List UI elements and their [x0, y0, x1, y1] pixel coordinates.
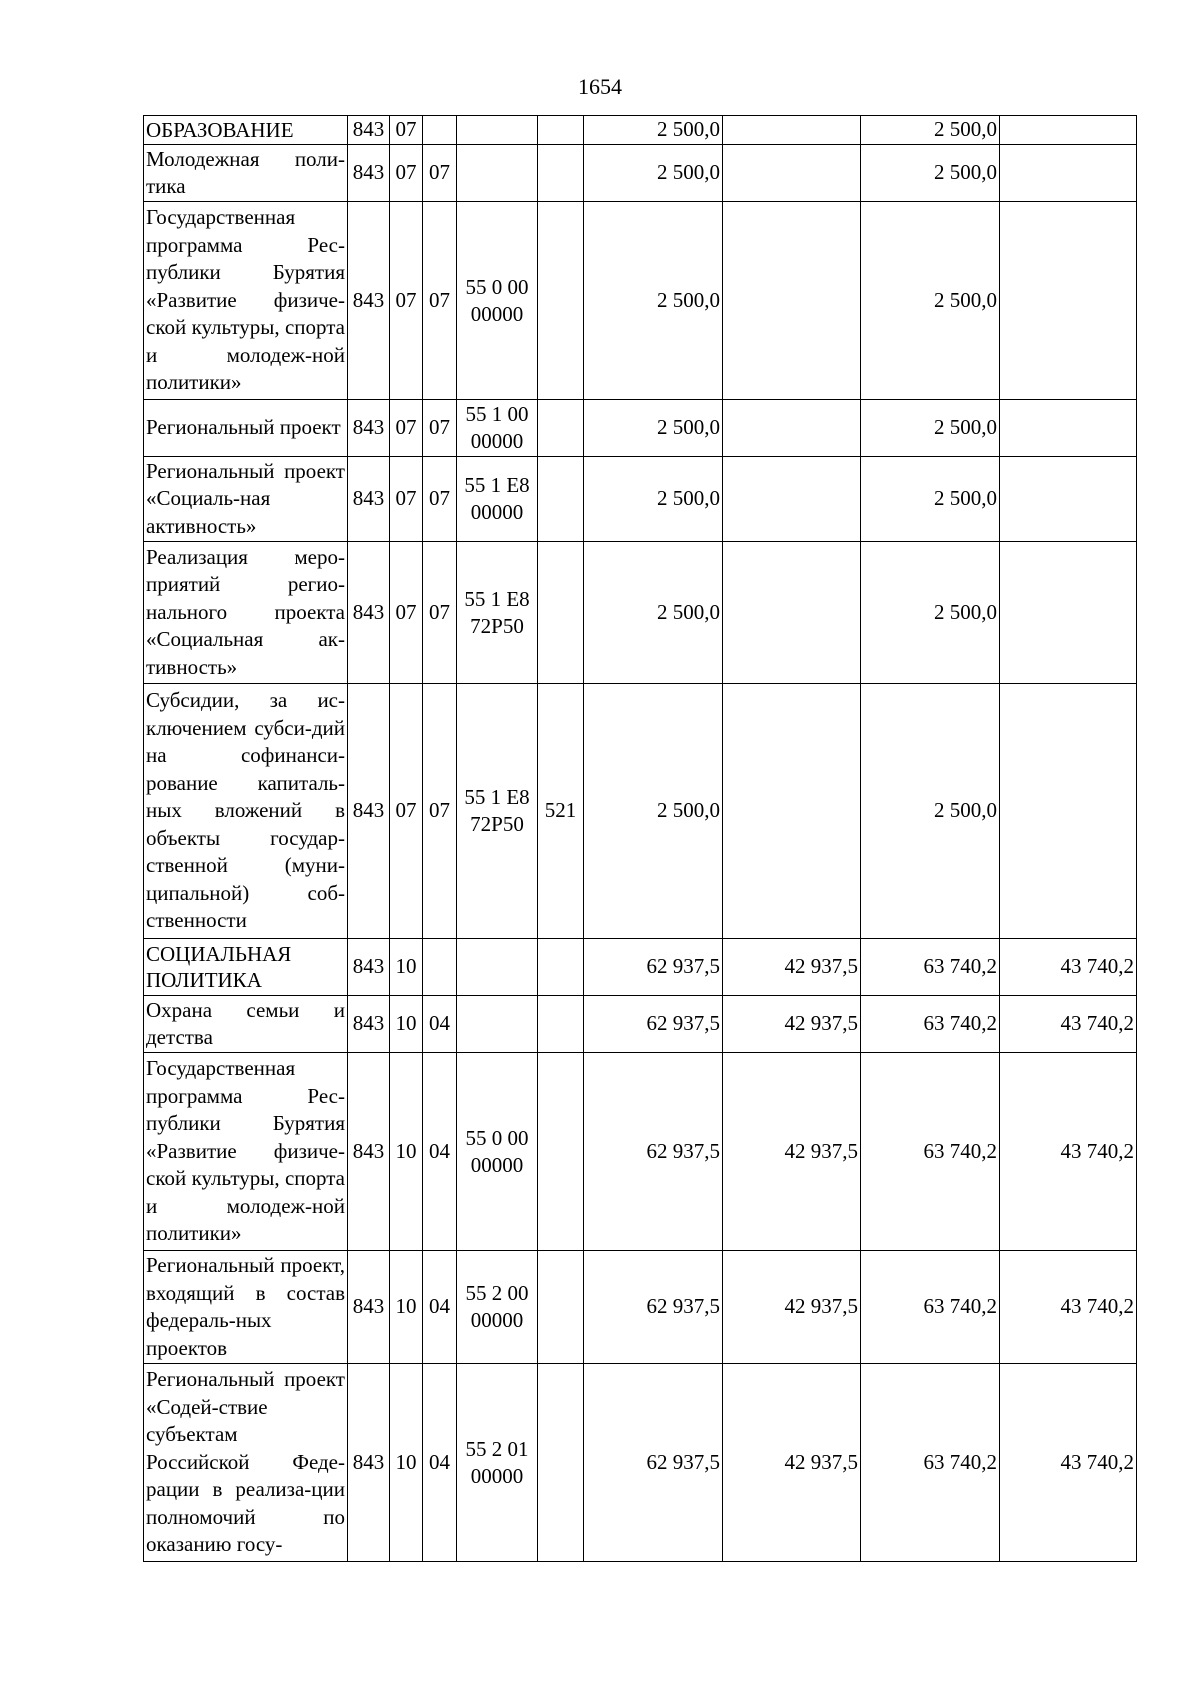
amount-federal-2 [1000, 145, 1137, 202]
amount-total-2: 2 500,0 [861, 202, 1000, 400]
amount-federal-1 [723, 400, 861, 457]
target-article-code: 55 1 E8 00000 [457, 457, 538, 542]
expense-type-code [538, 1251, 584, 1364]
amount-federal-2 [1000, 684, 1137, 939]
expense-type-code [538, 457, 584, 542]
row-name: Охрана семьи и детства [144, 996, 348, 1053]
amount-federal-2: 43 740,2 [1000, 996, 1137, 1053]
target-article-code: 55 2 01 00000 [457, 1364, 538, 1562]
row-name: Реализация меро-приятий регио-нального проекта «Социальная ак-тивность» [144, 542, 348, 684]
target-article-code: 55 1 E8 72Р50 [457, 542, 538, 684]
amount-total-1: 62 937,5 [584, 1053, 723, 1251]
amount-total-2: 2 500,0 [861, 400, 1000, 457]
amount-federal-1 [723, 542, 861, 684]
amount-total-1: 2 500,0 [584, 684, 723, 939]
table-row [144, 145, 1137, 202]
amount-total-2: 63 740,2 [861, 996, 1000, 1053]
amount-federal-1: 42 937,5 [723, 1251, 861, 1364]
subsection-code: 07 [423, 684, 457, 939]
table-row [144, 996, 1137, 1053]
table-row [144, 1364, 1137, 1562]
expense-type-code [538, 542, 584, 684]
subsection-code: 07 [423, 202, 457, 400]
amount-total-1: 2 500,0 [584, 116, 723, 145]
page-number: 1654 [578, 74, 622, 99]
target-article-code [457, 939, 538, 996]
amount-federal-2 [1000, 202, 1137, 400]
table-row [144, 542, 1137, 684]
table-row [144, 116, 1137, 145]
section-code: 10 [390, 1364, 423, 1562]
grbs-code: 843 [348, 400, 390, 457]
amount-total-2: 2 500,0 [861, 684, 1000, 939]
grbs-code: 843 [348, 457, 390, 542]
amount-federal-2: 43 740,2 [1000, 1364, 1137, 1562]
row-name: Региональный проект, входящий в состав федераль-ных проектов [144, 1251, 348, 1364]
subsection-code: 07 [423, 457, 457, 542]
section-code: 10 [390, 939, 423, 996]
row-name: Региональный проект [144, 400, 348, 457]
grbs-code: 843 [348, 684, 390, 939]
grbs-code: 843 [348, 1364, 390, 1562]
amount-total-1: 2 500,0 [584, 202, 723, 400]
amount-total-2: 63 740,2 [861, 939, 1000, 996]
amount-total-2: 63 740,2 [861, 1364, 1000, 1562]
amount-federal-2 [1000, 116, 1137, 145]
table-row [144, 400, 1137, 457]
grbs-code: 843 [348, 116, 390, 145]
table-row [144, 202, 1137, 400]
row-name: ОБРАЗОВАНИЕ [144, 116, 348, 145]
subsection-code: 07 [423, 542, 457, 684]
row-name: Государственная программа Рес-публики Бурятия «Развитие физиче-ской культуры, спорта и молодеж-ной политики» [144, 202, 348, 400]
expense-type-code [538, 145, 584, 202]
grbs-code: 843 [348, 996, 390, 1053]
subsection-code: 07 [423, 145, 457, 202]
subsection-code [423, 939, 457, 996]
grbs-code: 843 [348, 542, 390, 684]
subsection-code: 04 [423, 996, 457, 1053]
row-name: Государственная программа Рес-публики Бурятия «Развитие физиче-ской культуры, спорта и молодеж-ной политики» [144, 1053, 348, 1251]
row-name: Региональный проект «Социаль-ная активность» [144, 457, 348, 542]
amount-total-1: 62 937,5 [584, 1251, 723, 1364]
amount-total-1: 2 500,0 [584, 457, 723, 542]
section-code: 10 [390, 1053, 423, 1251]
amount-total-1: 62 937,5 [584, 939, 723, 996]
amount-total-1: 2 500,0 [584, 400, 723, 457]
amount-federal-1: 42 937,5 [723, 939, 861, 996]
budget-table [143, 115, 1137, 1562]
row-name: Субсидии, за ис-ключением субси-дий на софинанси-рование капиталь-ных вложений в объекты государ-ственной (муни-ципальной) соб-ственности [144, 684, 348, 939]
amount-federal-2 [1000, 457, 1137, 542]
target-article-code [457, 145, 538, 202]
amount-federal-2: 43 740,2 [1000, 1251, 1137, 1364]
section-code: 07 [390, 542, 423, 684]
amount-federal-1 [723, 684, 861, 939]
amount-total-2: 2 500,0 [861, 457, 1000, 542]
amount-federal-2: 43 740,2 [1000, 939, 1137, 996]
amount-federal-1: 42 937,5 [723, 1053, 861, 1251]
target-article-code: 55 2 00 00000 [457, 1251, 538, 1364]
expense-type-code [538, 400, 584, 457]
expense-type-code [538, 996, 584, 1053]
section-code: 07 [390, 116, 423, 145]
amount-federal-1 [723, 145, 861, 202]
amount-total-1: 2 500,0 [584, 542, 723, 684]
subsection-code: 04 [423, 1251, 457, 1364]
section-code: 10 [390, 996, 423, 1053]
table-row [144, 457, 1137, 542]
amount-total-1: 2 500,0 [584, 145, 723, 202]
row-name: Молодежная поли-тика [144, 145, 348, 202]
expense-type-code [538, 116, 584, 145]
amount-total-2: 2 500,0 [861, 145, 1000, 202]
amount-total-2: 63 740,2 [861, 1251, 1000, 1364]
table-row [144, 684, 1137, 939]
row-name: СОЦИАЛЬНАЯ ПОЛИТИКА [144, 939, 348, 996]
amount-federal-2 [1000, 542, 1137, 684]
amount-total-2: 2 500,0 [861, 542, 1000, 684]
grbs-code: 843 [348, 202, 390, 400]
amount-federal-1 [723, 116, 861, 145]
target-article-code [457, 116, 538, 145]
expense-type-code [538, 1053, 584, 1251]
section-code: 10 [390, 1251, 423, 1364]
section-code: 07 [390, 457, 423, 542]
amount-total-1: 62 937,5 [584, 996, 723, 1053]
target-article-code: 55 1 00 00000 [457, 400, 538, 457]
grbs-code: 843 [348, 939, 390, 996]
amount-federal-1 [723, 457, 861, 542]
row-name: Региональный проект «Содей-ствие субъектам Российской Феде-рации в реализа-ции полномочий по оказанию госу- [144, 1364, 348, 1562]
amount-federal-1: 42 937,5 [723, 1364, 861, 1562]
table-row [144, 939, 1137, 996]
amount-federal-2: 43 740,2 [1000, 1053, 1137, 1251]
grbs-code: 843 [348, 145, 390, 202]
expense-type-code [538, 939, 584, 996]
subsection-code: 04 [423, 1364, 457, 1562]
subsection-code: 07 [423, 400, 457, 457]
subsection-code: 04 [423, 1053, 457, 1251]
expense-type-code [538, 202, 584, 400]
section-code: 07 [390, 145, 423, 202]
table-row [144, 1251, 1137, 1364]
amount-federal-1 [723, 202, 861, 400]
target-article-code: 55 1 E8 72Р50 [457, 684, 538, 939]
expense-type-code [538, 1364, 584, 1562]
target-article-code: 55 0 00 00000 [457, 1053, 538, 1251]
amount-federal-1: 42 937,5 [723, 996, 861, 1053]
grbs-code: 843 [348, 1251, 390, 1364]
expense-type-code: 521 [538, 684, 584, 939]
table-row [144, 1053, 1137, 1251]
amount-total-2: 2 500,0 [861, 116, 1000, 145]
section-code: 07 [390, 400, 423, 457]
section-code: 07 [390, 202, 423, 400]
grbs-code: 843 [348, 1053, 390, 1251]
amount-total-1: 62 937,5 [584, 1364, 723, 1562]
amount-federal-2 [1000, 400, 1137, 457]
section-code: 07 [390, 684, 423, 939]
subsection-code [423, 116, 457, 145]
amount-total-2: 63 740,2 [861, 1053, 1000, 1251]
target-article-code: 55 0 00 00000 [457, 202, 538, 400]
target-article-code [457, 996, 538, 1053]
